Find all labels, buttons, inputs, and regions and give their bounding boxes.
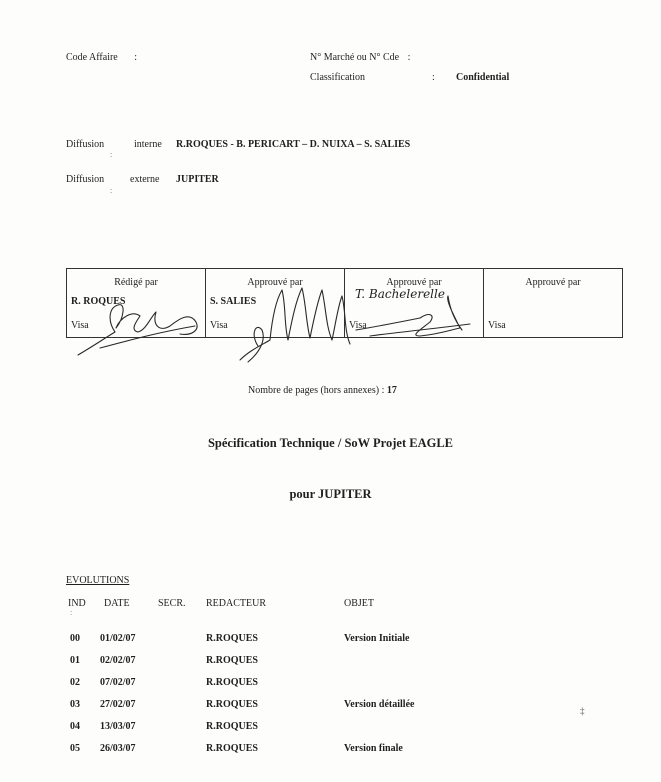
classification-value: Confidential: [456, 72, 510, 83]
row-date: 01/02/07: [100, 633, 136, 644]
code-affaire-label: [66, 52, 137, 63]
row-redacteur: R.ROQUES: [206, 655, 258, 666]
row-date: 02/02/07: [100, 655, 136, 666]
approval-header: Approuvé par: [247, 277, 303, 288]
page-count-value: 17: [386, 385, 397, 396]
approval-cell-approuve-1: [206, 269, 345, 337]
row-redacteur: R.ROQUES: [206, 743, 258, 754]
approval-visa: Visa: [349, 320, 367, 331]
col-objet: OBJET: [344, 598, 374, 609]
diffusion-interne-sublabel: interne: [134, 139, 162, 150]
approval-handwritten-name: T. Bachelerelle: [355, 287, 445, 301]
row-date: 26/03/07: [100, 743, 136, 754]
row-ind: 04: [70, 721, 80, 732]
classification-label: Classification: [310, 72, 365, 83]
row-objet: Version détaillée: [344, 699, 415, 710]
approval-cell-redige: [67, 269, 206, 337]
code-affaire-text: Code Affaire: [66, 52, 118, 63]
col-ind-tick: :: [70, 608, 73, 617]
approval-visa: Visa: [71, 320, 89, 331]
code-affaire-sep: :: [134, 52, 138, 63]
row-ind: 00: [70, 633, 80, 644]
diffusion-interne-tick: :: [110, 150, 113, 159]
approval-header: Approuvé par: [386, 277, 442, 288]
evolutions-heading: EVOLUTIONS: [66, 575, 130, 586]
classification-sep: :: [432, 72, 435, 83]
row-redacteur: R.ROQUES: [206, 677, 258, 688]
col-secr: SECR.: [158, 598, 186, 609]
marche-label: [310, 52, 410, 63]
approval-visa: Visa: [210, 320, 228, 331]
diffusion-externe-value: JUPITER: [176, 174, 219, 185]
approval-visa: Visa: [488, 320, 506, 331]
row-ind: 02: [70, 677, 80, 688]
approval-cell-approuve-2: [345, 269, 484, 337]
scan-mark: ‡: [580, 706, 585, 716]
document-title: Spécification Technique / SoW Projet EAGLE: [207, 436, 454, 450]
approval-header: Rédigé par: [114, 277, 158, 288]
diffusion-interne-value: R.ROQUES - B. PERICART – D. NUIXA – S. SALIES: [176, 139, 411, 150]
approval-cell-approuve-3: [484, 269, 622, 337]
page-count-label: Nombre de pages (hors annexes) :: [248, 385, 385, 396]
row-redacteur: R.ROQUES: [206, 699, 258, 710]
row-date: 27/02/07: [100, 699, 136, 710]
approval-name: S. SALIES: [210, 296, 257, 307]
col-date: DATE: [104, 598, 130, 609]
approval-name: R. ROQUES: [71, 296, 126, 307]
row-date: 13/03/07: [100, 721, 136, 732]
marche-text: N° Marché ou N° Cde: [310, 52, 400, 63]
approval-table: [66, 268, 623, 338]
diffusion-externe-sublabel: externe: [130, 174, 160, 185]
col-redacteur: REDACTEUR: [206, 598, 266, 609]
row-ind: 01: [70, 655, 80, 666]
row-objet: Version Initiale: [344, 633, 410, 644]
col-ind: IND: [68, 598, 86, 609]
diffusion-externe-tick: :: [110, 186, 113, 195]
approval-header: Approuvé par: [525, 277, 581, 288]
row-date: 07/02/07: [100, 677, 136, 688]
document-subtitle: pour JUPITER: [289, 487, 372, 501]
row-redacteur: R.ROQUES: [206, 633, 258, 644]
marche-sep: :: [407, 52, 411, 63]
row-redacteur: R.ROQUES: [206, 721, 258, 732]
row-ind: 03: [70, 699, 80, 710]
row-ind: 05: [70, 743, 80, 754]
page-count: [248, 385, 397, 396]
row-objet: Version finale: [344, 743, 403, 754]
diffusion-interne-label: Diffusion: [66, 139, 105, 150]
diffusion-externe-label: Diffusion: [66, 174, 105, 185]
